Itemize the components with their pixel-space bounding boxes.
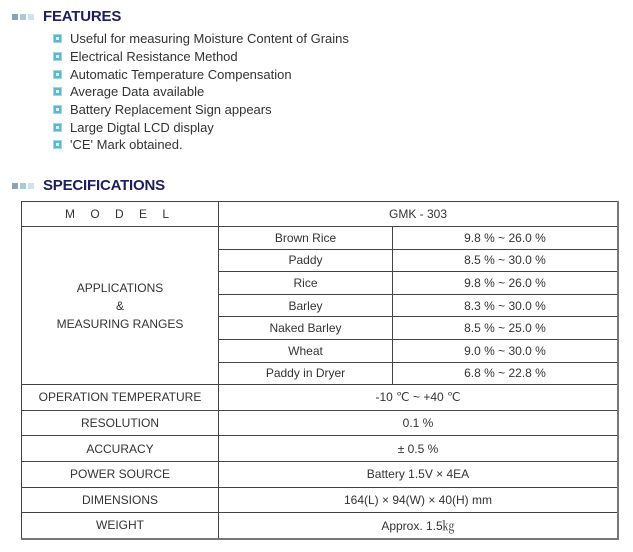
model-label: M O D E L: [22, 202, 219, 227]
grain-range: 8.5 % ~ 25.0 %: [393, 317, 619, 340]
feature-item: Large Digtal LCD display: [53, 118, 349, 136]
spec-label: ACCURACY: [22, 436, 219, 462]
table-row: [22, 227, 619, 250]
spec-label: OPERATION TEMPERATURE: [22, 385, 219, 411]
bullet-icon: [53, 87, 62, 96]
grain-name: Rice: [219, 272, 393, 295]
table-row: [22, 461, 619, 487]
grain-name: Barley: [219, 294, 393, 317]
bullet-icon: [53, 52, 62, 61]
table-row: [22, 202, 619, 227]
bullet-icon: [53, 105, 62, 114]
spec-value: Approx. 1.5㎏: [219, 513, 619, 539]
heading-square-icon: [12, 183, 18, 189]
feature-item: Average Data available: [53, 83, 349, 101]
heading-square-icon: [20, 183, 26, 189]
grain-name: Wheat: [219, 339, 393, 362]
grain-range: 9.0 % ~ 30.0 %: [393, 339, 619, 362]
spec-value: ± 0.5 %: [219, 436, 619, 462]
feature-item: Electrical Resistance Method: [53, 48, 349, 66]
model-value: GMK - 303: [219, 202, 619, 227]
features-heading: [12, 8, 121, 25]
spec-value: -10 ℃ ~ +40 ℃: [219, 385, 619, 411]
specifications-title: SPECIFICATIONS: [43, 177, 165, 194]
bullet-icon: [53, 140, 62, 149]
table-row: [22, 385, 619, 411]
table-row: [22, 513, 619, 539]
spec-value: Battery 1.5V × 4EA: [219, 461, 619, 487]
grain-name: Paddy: [219, 249, 393, 272]
spec-value: 164(L) × 94(W) × 40(H) mm: [219, 487, 619, 513]
table-row: [22, 487, 619, 513]
heading-square-icon: [20, 14, 26, 20]
grain-range: 8.5 % ~ 30.0 %: [393, 249, 619, 272]
applications-label: APPLICATIONS & MEASURING RANGES: [22, 227, 219, 385]
feature-item: 'CE' Mark obtained.: [53, 136, 349, 154]
spec-value: 0.1 %: [219, 410, 619, 436]
feature-item: Automatic Temperature Compensation: [53, 65, 349, 83]
bullet-icon: [53, 123, 62, 132]
table-row: [22, 410, 619, 436]
grain-range: 8.3 % ~ 30.0 %: [393, 294, 619, 317]
spec-label: POWER SOURCE: [22, 461, 219, 487]
grain-range: 9.8 % ~ 26.0 %: [393, 227, 619, 250]
features-list: [53, 30, 349, 154]
features-title: FEATURES: [43, 8, 122, 25]
specifications-heading: [12, 177, 165, 194]
grain-name: Brown Rice: [219, 227, 393, 250]
specifications-table: [21, 201, 619, 540]
heading-square-icon: [28, 183, 34, 189]
bullet-icon: [53, 34, 62, 43]
spec-label: RESOLUTION: [22, 410, 219, 436]
bullet-icon: [53, 70, 62, 79]
feature-item: Battery Replacement Sign appears: [53, 101, 349, 119]
table-row: [22, 436, 619, 462]
spec-label: WEIGHT: [22, 513, 219, 539]
grain-range: 6.8 % ~ 22.8 %: [393, 362, 619, 385]
heading-square-icon: [12, 14, 18, 20]
grain-name: Paddy in Dryer: [219, 362, 393, 385]
grain-name: Naked Barley: [219, 317, 393, 340]
spec-label: DIMENSIONS: [22, 487, 219, 513]
feature-item: Useful for measuring Moisture Content of Grains: [53, 30, 349, 48]
heading-square-icon: [28, 14, 34, 20]
grain-range: 9.8 % ~ 26.0 %: [393, 272, 619, 295]
